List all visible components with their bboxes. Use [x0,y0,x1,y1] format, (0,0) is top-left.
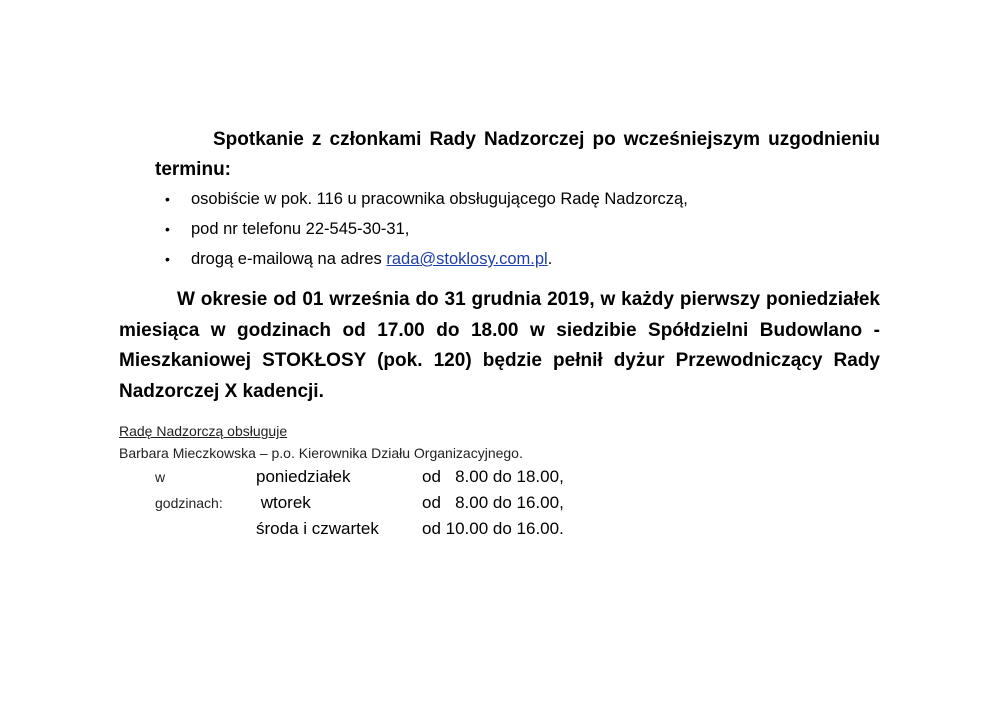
office-hours-time: od 8.00 do 16.00, [422,493,564,512]
email-link[interactable]: rada@stoklosy.com.pl [386,250,548,268]
intro-paragraph: Spotkanie z członkami Rady Nadzorczej po wcześniejszym uzgodnieniu terminu: [155,129,880,180]
bullet-icon: • [165,191,170,207]
bullet-icon: • [165,221,170,237]
contact-method-text: osobiście w pok. 116 u pracownika obsługującego Radę Nadzorczą, [191,190,688,208]
office-hours-time: od 10.00 do 16.00. [422,519,564,538]
contact-methods-list [155,184,880,274]
duty-notice-paragraph: W okresie od 01 września do 31 grudnia 2019, w każdy pierwszy poniedziałek miesiąca w godzinach od 17.00 do 18.00 w siedzibie Spółdzielni Budowlano - Mieszkaniowej STOKŁOSY (pok. 120) będzie pełnił dyżur Przewodniczący Rady Nadzorczej X kadencji. [119,289,880,402]
office-hours-day: poniedziałek [256,467,351,486]
list-item [155,244,880,274]
contact-method-text: drogą e-mailową na adres [191,250,387,268]
list-item [155,214,880,244]
office-hours-day: wtorek [256,493,311,512]
staff-info [119,420,523,464]
contact-method-suffix: . [547,250,553,268]
bullet-icon: • [165,251,170,267]
staff-heading: Radę Nadzorczą obsługuje [119,423,288,439]
office-hours-label: w godzinach: [155,469,223,511]
contact-method-text: pod nr telefonu 22-545-30-31, [191,220,410,238]
staff-person: Barbara Mieczkowska – p.o. Kierownika Działu Organizacyjnego. [119,445,523,461]
office-hours-day: środa i czwartek [256,519,379,538]
list-item [155,184,880,214]
office-hours-time: od 8.00 do 18.00, [422,467,564,486]
